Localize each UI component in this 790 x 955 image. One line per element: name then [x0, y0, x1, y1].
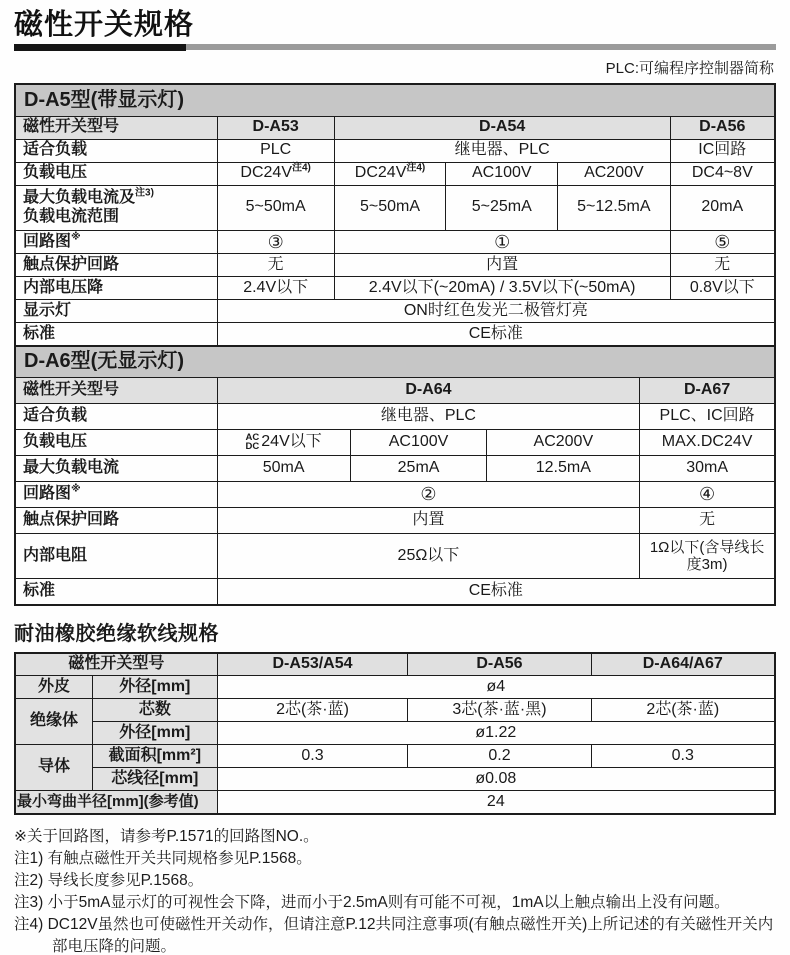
cable-bend-row — [15, 791, 775, 814]
a5-current-a53: 5~50mA — [217, 185, 334, 230]
cable-model-row — [15, 653, 775, 676]
cable-sheath-od-value: ø4 — [217, 676, 775, 699]
cable-sheath-od-label: 外径[mm] — [93, 676, 218, 699]
a5-current-note-ref: 注3) — [135, 187, 154, 199]
cable-area-a64-a67: 0.3 — [591, 745, 775, 768]
footnotes — [14, 826, 774, 955]
title-underline-black-segment — [14, 44, 186, 51]
a5-model-a54: D-A54 — [334, 116, 670, 139]
a5-voltage-a54-ac100: AC100V — [446, 162, 558, 185]
a5-model-label: 磁性开关型号 — [15, 116, 217, 139]
a5-current-a56: 20mA — [670, 185, 775, 230]
page-title: 磁性开关规格 — [14, 9, 195, 41]
cable-section-title: 耐油橡胶绝缘软线规格 — [14, 622, 219, 645]
a6-standard-label: 标准 — [15, 579, 217, 605]
cable-model-a56: D-A56 — [408, 653, 591, 676]
a5-circuit-a56: ⑤ — [670, 230, 775, 254]
cable-spec-table — [14, 652, 776, 815]
a5-circuit-label-text: 回路图 — [23, 232, 72, 250]
cable-model-a64-a67: D-A64/A67 — [591, 653, 775, 676]
a6-current-c3: 12.5mA — [487, 456, 640, 482]
a5-circuit-label — [15, 230, 217, 254]
a6-voltage-acdc-value: 24V以下 — [261, 433, 322, 451]
a5-load-label: 适合负载 — [15, 139, 217, 162]
cable-cores-row — [15, 699, 775, 722]
a6-load-label: 适合负载 — [15, 404, 217, 430]
cable-model-label: 磁性开关型号 — [15, 653, 217, 676]
a6-current-c1: 50mA — [217, 456, 350, 482]
a6-circuit-asterisk: ※ — [71, 484, 81, 496]
a6-resistance-a67: 1Ω以下(含导线长度3m) — [640, 534, 775, 579]
a5-standard-row — [15, 323, 775, 346]
d-a6-spec-table — [14, 345, 776, 606]
a5-voltage-a53 — [217, 162, 334, 185]
a6-resistance-row — [15, 534, 775, 579]
a5-voltage-a54-dc24-value: DC24V — [354, 164, 407, 182]
a5-protect-a54: 内置 — [334, 254, 670, 277]
a5-model-a56: D-A56 — [670, 116, 775, 139]
cable-insulator-od-label: 外径[mm] — [93, 722, 218, 745]
a5-voltage-row — [15, 162, 775, 185]
a5-current-row — [15, 185, 775, 230]
a6-protect-a64: 内置 — [217, 508, 640, 534]
a5-standard-value: CE标准 — [217, 323, 775, 346]
cable-wire-dia-row — [15, 768, 775, 791]
cable-area-label: 截面积[mm²] — [93, 745, 218, 768]
cable-insulator-od-row — [15, 722, 775, 745]
a5-voltage-a56: DC4~8V — [670, 162, 775, 185]
footnote-circuit-diagram: ※关于回路图，请参考P.1571的回路图NO.。 — [14, 827, 319, 845]
cable-area-a56: 0.2 — [408, 745, 591, 768]
a6-voltage-acdc — [217, 430, 350, 456]
a5-indicator-row — [15, 300, 775, 323]
a5-circuit-asterisk: ※ — [71, 231, 81, 243]
a5-vdrop-a56: 0.8V以下 — [670, 277, 775, 300]
a5-circuit-a54: ① — [334, 230, 670, 254]
a6-current-c2: 25mA — [350, 456, 487, 482]
a5-voltage-label: 负载电压 — [15, 162, 217, 185]
a6-voltage-ac200: AC200V — [487, 430, 640, 456]
cable-area-row — [15, 745, 775, 768]
a6-protect-row — [15, 508, 775, 534]
a6-standard-row — [15, 579, 775, 605]
footnote-1: 注1) 有触点磁性开关共同规格参见P.1568。 — [14, 849, 312, 867]
a5-protect-row — [15, 254, 775, 277]
a5-load-a53: PLC — [217, 139, 334, 162]
a5-current-label — [15, 185, 217, 230]
cable-insulator-label: 绝缘体 — [15, 699, 93, 745]
d-a6-section-title: D-A6型(无显示灯) — [15, 346, 775, 378]
a5-vdrop-label: 内部电压降 — [15, 277, 217, 300]
a5-protect-a53: 无 — [217, 254, 334, 277]
a6-voltage-a67: MAX.DC24V — [640, 430, 775, 456]
a5-load-row — [15, 139, 775, 162]
a5-indicator-label: 显示灯 — [15, 300, 217, 323]
a6-protect-a67: 无 — [640, 508, 775, 534]
a5-vdrop-row — [15, 277, 775, 300]
a5-load-a54: 继电器、PLC — [334, 139, 670, 162]
a6-voltage-label: 负载电压 — [15, 430, 217, 456]
a6-current-row — [15, 456, 775, 482]
footnote-3: 注3) 小于5mA显示灯的可视性会下降，进而小于2.5mA则有可能不可视，1mA以上触点输出上没有问题。 — [14, 893, 730, 911]
a5-protect-label: 触点保护回路 — [15, 254, 217, 277]
cable-cores-a56: 3芯(茶·蓝·黑) — [408, 699, 591, 722]
a5-voltage-a53-value: DC24V — [240, 164, 292, 182]
cable-insulator-od-value: ø1.22 — [217, 722, 775, 745]
cable-cores-label: 芯数 — [93, 699, 218, 722]
a5-voltage-a54-dc24 — [334, 162, 446, 185]
d-a5-section-header-row — [15, 84, 775, 116]
a5-circuit-a53: ③ — [217, 230, 334, 254]
a5-current-label-line2: 负载电流范围 — [23, 207, 120, 225]
a5-voltage-a54-ac200: AC200V — [558, 162, 670, 185]
a5-current-label-text: 最大负载电流及 — [23, 189, 136, 207]
d-a5-spec-table — [14, 83, 776, 347]
a5-current-a54-1: 5~50mA — [334, 185, 446, 230]
a6-resistance-label: 内部电阻 — [15, 534, 217, 579]
a5-standard-label: 标准 — [15, 323, 217, 346]
a5-indicator-value: ON时红色发光二极管灯亮 — [217, 300, 775, 323]
a6-model-a67: D-A67 — [640, 378, 775, 404]
a6-load-row — [15, 404, 775, 430]
plc-abbreviation-note: PLC:可编程序控制器简称 — [605, 60, 774, 77]
cable-sheath-row — [15, 676, 775, 699]
title-underline — [14, 44, 776, 50]
a6-circuit-label — [15, 482, 217, 508]
footnote-2: 注2) 导线长度参见P.1568。 — [14, 871, 204, 889]
cable-bend-label: 最小弯曲半径[mm](参考值) — [15, 791, 217, 814]
a6-circuit-row — [15, 482, 775, 508]
cable-cores-a53-a54: 2芯(茶·蓝) — [217, 699, 408, 722]
a5-vdrop-a53: 2.4V以下 — [217, 277, 334, 300]
cable-model-a53-a54: D-A53/A54 — [217, 653, 408, 676]
a5-voltage-a54-note-ref: 注4) — [406, 162, 426, 174]
a5-voltage-a53-note-ref: 注4) — [292, 162, 311, 174]
a6-current-label: 最大负载电流 — [15, 456, 217, 482]
a6-circuit-label-text: 回路图 — [23, 485, 72, 503]
a5-load-a56: IC回路 — [670, 139, 775, 162]
cable-wire-dia-value: ø0.08 — [217, 768, 775, 791]
a5-circuit-row — [15, 230, 775, 254]
a6-model-a64: D-A64 — [217, 378, 640, 404]
cable-conductor-label: 导体 — [15, 745, 93, 791]
a6-voltage-ac-text: AC — [245, 432, 260, 444]
a5-vdrop-a54: 2.4V以下(~20mA) / 3.5V以下(~50mA) — [334, 277, 670, 300]
d-a6-section-header-row — [15, 346, 775, 378]
d-a5-section-title: D-A5型(带显示灯) — [15, 84, 775, 116]
cable-sheath-label: 外皮 — [15, 676, 93, 699]
a6-load-a67: PLC、IC回路 — [640, 404, 775, 430]
a6-voltage-row — [15, 430, 775, 456]
a6-model-label: 磁性开关型号 — [15, 378, 217, 404]
a6-model-row — [15, 378, 775, 404]
a6-voltage-ac100: AC100V — [350, 430, 487, 456]
a6-load-a64: 继电器、PLC — [217, 404, 640, 430]
a5-current-label-line1 — [23, 189, 214, 207]
a6-standard-value: CE标准 — [217, 579, 775, 605]
a5-current-a54-2: 5~25mA — [446, 185, 558, 230]
cable-bend-value: 24 — [217, 791, 775, 814]
a5-current-a54-3: 5~12.5mA — [558, 185, 670, 230]
a6-protect-label: 触点保护回路 — [15, 508, 217, 534]
a5-protect-a56: 无 — [670, 254, 775, 277]
a6-circuit-a67: ④ — [640, 482, 775, 508]
footnote-4: 注4) DC12V虽然也可使磁性开关动作，但请注意P.12共同注意事项(有触点磁性开关)上所记述的有关磁性开关内部电压降的问题。 — [14, 915, 774, 955]
a6-voltage-acdc-stack — [246, 433, 260, 451]
a6-voltage-dc-text: DC — [245, 441, 260, 453]
a6-current-a67: 30mA — [640, 456, 775, 482]
a6-circuit-a64: ② — [217, 482, 640, 508]
a5-model-row — [15, 116, 775, 139]
cable-area-a53-a54: 0.3 — [217, 745, 408, 768]
cable-cores-a64-a67: 2芯(茶·蓝) — [591, 699, 775, 722]
a5-model-a53: D-A53 — [217, 116, 334, 139]
a6-resistance-a64: 25Ω以下 — [217, 534, 640, 579]
cable-wire-dia-label: 芯线径[mm] — [93, 768, 218, 791]
